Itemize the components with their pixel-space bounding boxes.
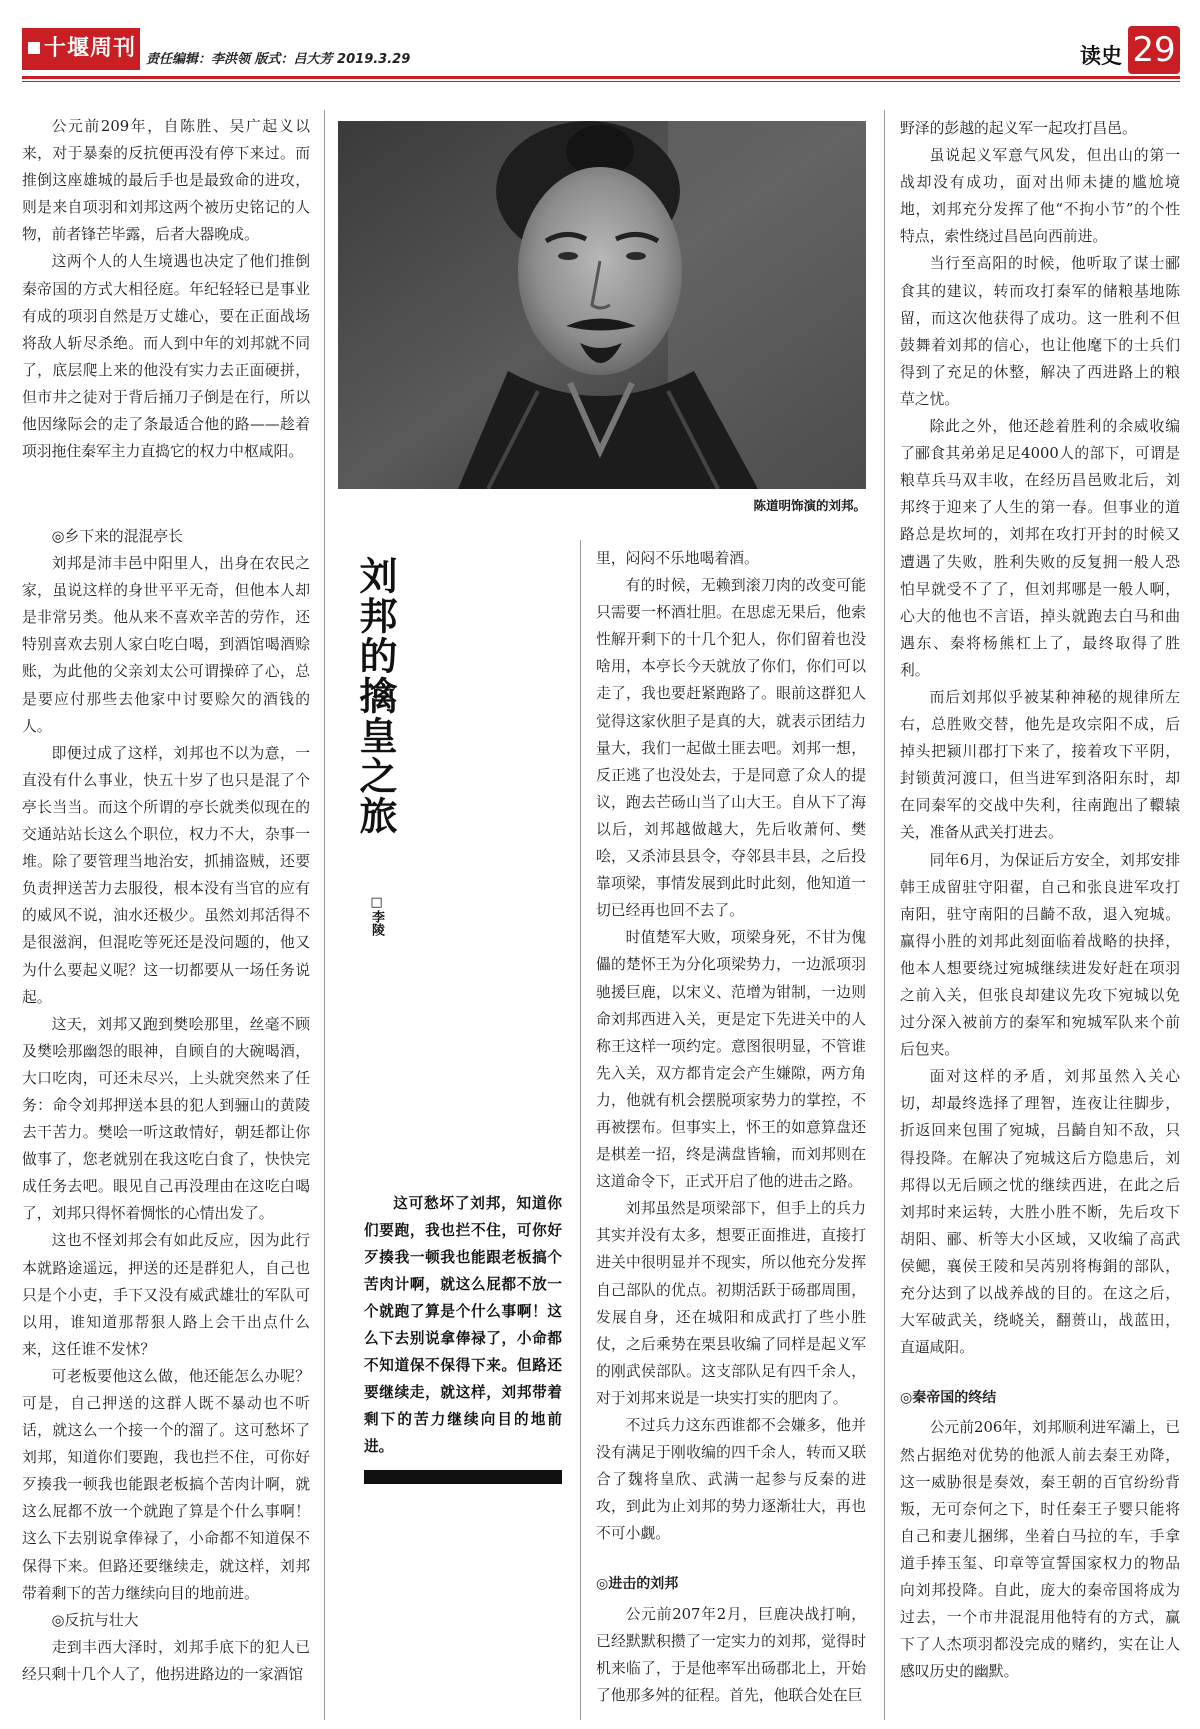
masthead-logo xyxy=(22,28,140,70)
paragraph: 这两个人的人生境遇也决定了他们推倒秦帝国的方式大相径庭。年纪轻轻已是事业有成的项羽自然是万丈雄心，要在正面战场将敌人斩尽杀绝。而人到中年的刘邦就不同了，底层爬上来的他没有实力去正面硬拼，但市井之徒对于背后捅刀子倒是在行，所以他因缘际会的走了条最适合他的路——趁着项羽拖住秦军主力直捣它的权力中枢咸阳。 xyxy=(22,253,310,461)
subheading-text: 秦帝国的终结 xyxy=(912,1390,997,1407)
bullet-icon: ◎ xyxy=(51,1611,65,1629)
paragraph: 当行至高阳的时候，他听取了谋士郦食其的建议，转而攻打秦军的储粮基地陈留，而这次他获得了成功。这一胜利不但鼓舞着刘邦的信心，也让他麾下的士兵们得到了充足的休整，解决了西进路上的粮草之忧。 xyxy=(900,255,1180,408)
photo-caption: 陈道明饰演的刘邦。 xyxy=(753,498,866,513)
column-divider xyxy=(580,540,581,1720)
header-rule xyxy=(22,76,1180,79)
paragraph: 有的时候，无赖到滚刀肉的改变可能只需要一杯酒壮胆。在思虑无果后，他索性解开剩下的十几个犯人，你们留着也没啥用，本亭长今天就放了你们，你们可以走了，我也要赶紧跑路了。眼前这群犯人觉得这家伙胆子是真的大，就表示团结力量大，我们一起做土匪去吧。刘邦一想，反正逃了也没处去，于是同意了众人的提议，跑去芒砀山当了山大王。自从下了海以后，刘邦越做越大，先后收萧何、樊哙，又杀沛县县令，夺邻县丰县，之后投靠项梁，事情发展到此时此刻，他知道一切已经再也回不去了。 xyxy=(596,577,866,920)
paragraph: 这天，刘邦又跑到樊哙那里，丝毫不顾及樊哙那幽怨的眼神，自顾自的大碗喝酒，大口吃肉，可还未尽兴，上头就突然来了任务：命令刘邦押送本县的犯人到骊山的黄陵去干苦力。樊哙一听这敢情好，朝廷都让你做事了，您老就别在我这吃白食了，快快完成任务去吧。眼见自己再没理由在这吃白喝了，刘邦只得怀着惆怅的心情出发了。 xyxy=(22,1015,310,1223)
portrait-photo xyxy=(338,121,866,489)
subheading-text: 进击的刘邦 xyxy=(608,1576,679,1593)
paragraph: 时值楚军大败，项梁身死，不甘为傀儡的楚怀王为分化项梁势力，一边派项羽驰援巨鹿，以宋义、范增为钳制，一边则命刘邦西进入关，更是定下先进关中的人称王这样一项约定。意图很明显，不管谁先入关，双方都肯定会产生嫌隙，两方角力，他就有机会摆脱项家势力的掌控，不再被摆布。但事实上，怀王的如意算盘还是棋差一招，终是满盘皆输，而刘邦则在这道命令下，正式开启了他的进击之路。 xyxy=(596,929,866,1191)
logo-mark-icon xyxy=(28,42,40,54)
section-name: 读史 xyxy=(1080,44,1122,68)
paragraph: 走到丰西大泽时，刘邦手底下的犯人已经只剩十几个人了，他拐进路边的一家酒馆 xyxy=(22,1638,310,1683)
column-3 xyxy=(900,115,1180,1685)
column-divider xyxy=(324,110,325,1720)
paragraph: 公元前209年，自陈胜、吴广起义以来，对于暴秦的反抗便再没有停下来过。而推倒这座雄城的最后手也是最致命的进攻，则是来自项羽和刘邦这两个被历史铭记的人物，前者锋芒毕露，后者大器晚成。 xyxy=(22,118,310,244)
subheading xyxy=(900,1385,1180,1412)
article-title: 刘邦的擒皇之旅 xyxy=(353,556,397,836)
subheading-text: 乡下来的混混亭长 xyxy=(64,528,183,545)
pull-quote-bar xyxy=(364,1470,562,1484)
paragraph: 公元前206年，刘邦顺利进军灞上，已然占据绝对优势的他派人前去秦王劝降，这一威胁很是奏效，秦王朝的百官纷纷背叛，无可奈何之下，时任秦王子婴只能将自己和妻儿捆绑，坐着白马拉的车，手拿道手捧玉玺、印章等宣誓国家权力的物品向刘邦投降。自此，庞大的秦帝国将成为过去，一个市井混混用他特有的方式，赢下了人杰项羽都没完成的赌约，实在让人感叹历史的幽默。 xyxy=(900,1419,1180,1681)
paragraph: 这也不怪刘邦会有如此反应，因为此行本就路途遥远，押送的还是群犯人，自己也只是个小吏，手下又没有威武雄壮的军队可以用，谁知道那帮狠人路上会干出点什么来，这任谁不发怵？ xyxy=(22,1232,310,1358)
author-byline: □李陵 xyxy=(369,895,384,936)
paragraph: 面对这样的矛盾，刘邦虽然入关心切，却最终选择了理智，连夜让往脚步，折返回来包围了宛城，吕齮自知不敌，只得投降。在解决了宛城这后方隐患后，刘邦得以无后顾之忧的继续西进，在此之后刘邦时来运转，大胜小胜不断，先后攻下胡阳、郦、析等大小区域，又收编了高武侯鳃，襄侯王陵和吴芮别将梅鋗的部队，充分达到了以战养战的目的。在这之后，大军破武关，绕峣关，翻蒉山，战蓝田，直逼咸阳。 xyxy=(900,1068,1180,1357)
bullet-icon: ◎ xyxy=(900,1390,913,1407)
page-number: 29 xyxy=(1128,26,1180,74)
column-2 xyxy=(596,545,866,1709)
masthead-text: 十堰周刊 xyxy=(44,36,137,61)
paragraph: 刘邦是沛丰邑中阳里人，出身在农民之家，虽说这样的身世平平无奇，但他本人却是非常另类。他从来不喜欢辛苦的劳作，还特别喜欢去别人家白吃白喝，到酒馆喝酒赊账，为此他的父亲刘太公可谓操碎了心，总是要应付那些去他家中讨要赊欠的酒钱的人。 xyxy=(22,555,310,735)
paragraph: 而后刘邦似乎被某种神秘的规律所左右，总胜败交替，他先是攻宗阳不成，后掉头把颍川郡打下来了，接着攻下平阴，封锁黄河渡口，但当进军到洛阳东时，却在同秦军的交战中失利，往南跑出了轘辕关，准备从武关打进去。 xyxy=(900,688,1180,842)
paragraph: 除此之外，他还趁着胜利的余威收编了郦食其弟弟足足4000人的部下，可谓是粮草兵马双丰收，在经历昌邑败北后，刘邦终于迎来了人生的第一春。但事业的道路总是坎坷的，刘邦在攻打开封的时候又遭遇了失败，胜利失败的反复拥一般人恐怕早就受不了了，但刘邦哪是一般人啊，心大的他也不言语，掉头就跑去白马和曲遇东、秦将杨熊杠上了，最终取得了胜利。 xyxy=(900,418,1180,679)
subheading-text: 反抗与壮大 xyxy=(64,1611,139,1629)
bullet-icon: ◎ xyxy=(596,1576,609,1593)
paragraph: 虽说起义军意气风发，但出山的第一战却没有成功，面对出师未捷的尴尬境地，刘邦充分发挥了他“不拘小节”的个性特点，索性绕过昌邑向西前进。 xyxy=(900,147,1180,246)
header-rule-thin xyxy=(22,81,1180,82)
subheading xyxy=(22,523,310,550)
editor-line: 责任编辑：李洪领 版式：吕大芳 2019.3.29 xyxy=(146,52,411,67)
column-1-body xyxy=(22,523,310,1688)
paragraph: 野泽的彭越的起义军一起攻打昌邑。 xyxy=(900,120,1137,137)
paragraph: 里，闷闷不乐地喝着酒。 xyxy=(596,550,759,567)
paragraph: 公元前207年2月，巨鹿决战打响，已经默默积攒了一定实力的刘邦，觉得时机来临了，于是他率军出砀郡北上，开始了他那多舛的征程。首先，他联合处在巨 xyxy=(596,1605,866,1704)
paragraph: 可老板要他这么做，他还能怎么办呢？可是，自己押送的这群人既不暴动也不听话，就这么一个接一个的溜了。这可愁坏了刘邦，知道你们要跑，我也拦不住，可你好歹揍我一顿我也能跟老板搞个苦肉计啊，就这么屁都不放一个就跑了算是个什么事啊！这么下去别说拿俸禄了，小命都不知道保不保得下来。但路还要继续走，就这样，刘邦带着剩下的苦力继续向目的地前进。 xyxy=(22,1367,310,1602)
pull-quote: 这可愁坏了刘邦，知道你们要跑，我也拦不住，可你好歹揍我一顿我也能跟老板搞个苦肉计啊，就这么屁都不放一个就跑了算是个什么事啊！这么下去别说拿俸禄了，小命都不知道保不保得下来。但路还要继续走，就这样，刘邦带着剩下的苦力继续向目的地前进。 xyxy=(364,1195,562,1455)
paragraph: 即便过成了这样，刘邦也不以为意，一直没有什么事业，快五十岁了也只是混了个亭长当当。而这个所谓的亭长就类似现在的交通站站长这么个职位，权力不大，杂事一堆。除了要管理当地治安，抓捕盗贼，还要负责押送苦力去服役，根本没有当官的应有的威风不说，油水还极少。虽然刘邦活得不是很滋润，但混吃等死还是没问题的，他又为什么要起义呢？这一切都要从一场任务说起。 xyxy=(22,744,310,1006)
paragraph: 刘邦虽然是项梁部下，但手上的兵力其实并没有太多，想要正面推进，直接打进关中很明显并不现实，所以他充分发挥自己部队的优点。初期活跃于砀郡周围，发展自身，还在城阳和成武打了些小胜仗，之后乘势在栗县收编了同样是起义军的刚武侯部队。这支部队足有四千余人，对于刘邦来说是一块实打实的肥肉了。 xyxy=(596,1200,866,1407)
subheading xyxy=(596,1571,866,1598)
bullet-icon: ◎ xyxy=(51,528,65,545)
subheading xyxy=(22,1607,310,1634)
column-1-intro xyxy=(22,113,310,465)
paragraph: 同年6月，为保证后方安全，刘邦安排韩王成留驻守阳翟，自己和张良进军攻打南阳，驻守南阳的吕齮不敌，退入宛城。赢得小胜的刘邦此刻面临着战略的抉择，他本人想要绕过宛城继续进发好赶在项羽之前入关，但张良却建议先攻下宛城以免过分深入被前方的秦军和宛城军队来个前后包夹。 xyxy=(900,851,1180,1059)
column-divider xyxy=(884,110,885,1720)
paragraph: 不过兵力这东西谁都不会嫌多，他并没有满足于刚收编的四千余人，转而又联合了魏将皇欣、武满一起参与反秦的进攻，到此为止刘邦的势力逐渐壮大，再也不可小觑。 xyxy=(596,1417,866,1543)
